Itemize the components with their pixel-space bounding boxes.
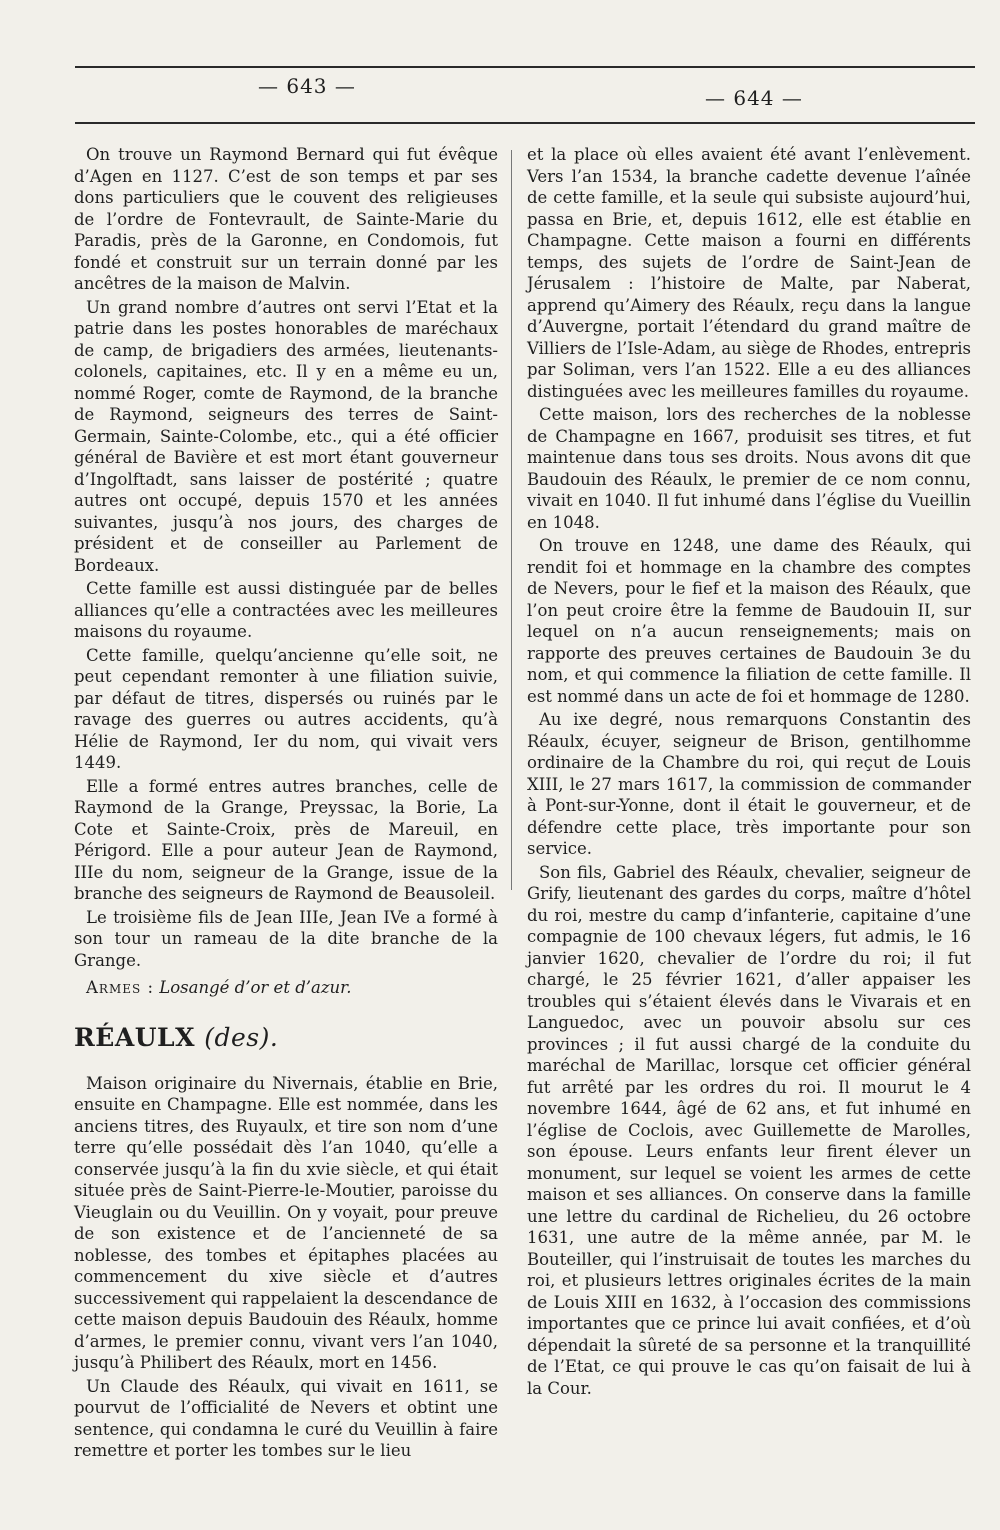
right-paragraph-4: Au ixe degré, nous remarquons Constantin des Réaulx, écuyer, seigneur de Brison, gentilhomme ordinaire de la Chambre du roi, qui reçut de Louis XIII, le 27 mars 1617, la commission de commander à Pont-sur-Yonne, dont il était le gouverneur, et de défendre cette place, très importante pour son service. (527, 710, 971, 858)
left-column (74, 144, 498, 1464)
arms-label: Armes : (86, 978, 155, 997)
right-paragraph-3: On trouve en 1248, une dame des Réaulx, qui rendit foi et hommage en la chambre des comptes de Nevers, pour le fief et la maison des Réaulx, que l’on peut croire être la femme de Baudouin II, sur lequel on n’a aucun renseignements; mais on rapporte des preuves certaines de Baudouin 3e du nom, et qui commence la filiation de cette famille. Il est nommé dans un acte de foi et hommage de 1280. (527, 536, 971, 706)
heading-particle: (des). (204, 1022, 279, 1052)
left-paragraph-4: Cette famille, quelqu’ancienne qu’elle soit, ne peut cependant remonter à une filiation suivie, par défaut de titres, dispersés ou ruinés par le ravage des guerres ou autres accidents, qu’à Hélie de Raymond, Ier du nom, qui vivait vers 1449. (74, 645, 498, 772)
arms-text: Losangé d’or et d’azur. (159, 978, 352, 997)
right-paragraph-5: Son fils, Gabriel des Réaulx, chevalier, seigneur de Grify, lieutenant des gardes du corps, maître d’hôtel du roi, mestre du camp d’infanterie, capitaine d’une compagnie de 100 chevaux légers, fut admis, le 16 janvier 1620, chevalier de l’ordre du roi; il fut chargé, le 25 février 1621, d’aller appaiser les troubles qui s’étaient élevés dans le Vivarais et en Languedoc, avec un pouvoir absolu sur ces provinces ; il fut aussi chargé de la conduite du maréchal de Marillac, lorsque cet officier général fut arrêté par les ordres du roi. Il mourut le 4 novembre 1644, âgé de 62 ans, et fut inhumé en l’église de Coclois, avec Guillemette de Marolles, son épouse. Leurs enfants leur firent élever un monument, sur lequel se voient les armes de cette maison et ses alliances. On conserve dans la famille une lettre du cardinal de Richelieu, du 26 octobre 1631, une autre de la même année, par M. le Bouteiller, qui l’instruisait de toutes les marches du roi, et plusieurs lettres originales écrites de la main de Louis XIII en 1632, à l’occasion des commissions importantes que ce prince lui avait confiées, et d’où dépendait la sûreté de sa personne et la tranquillité de l’Etat, ce qui prouve le cas qu’on faisait de lui à la Cour. (527, 862, 971, 1398)
page-number-left: — 643 — (258, 74, 356, 98)
left-paragraph-2: Un grand nombre d’autres ont servi l’Etat et la patrie dans les postes honorables de maréchaux de camp, de brigadiers des armées, lieutenants-colonels, capitaines, etc. Il y en a même eu un, nommé Roger, comte de Raymond, de la branche de Raymond, seigneurs des terres de Saint-Germain, Sainte-Colombe, etc., qui a été officier général de Bavière et est mort étant gouverneur d’Ingolftadt, sans laisser de postérité ; quatre autres ont occupé, depuis 1570 et les années suivantes, jusqu’à nos jours, des charges de président et de conseiller au Parlement de Bordeaux. (74, 297, 498, 575)
section-heading (74, 1023, 498, 1053)
left-paragraph-6: Le troisième fils de Jean IIIe, Jean IVe a formé à son tour un rameau de la dite branche de la Grange. (74, 907, 498, 970)
right-column (527, 144, 971, 1401)
top-rule (75, 66, 975, 68)
left-paragraph-5: Elle a formé entres autres branches, celle de Raymond de la Grange, Preyssac, la Borie, La Cote et Sainte-Croix, près de Mareuil, en Périgord. Elle a pour auteur Jean de Raymond, IIIe du nom, seigneur de la Grange, issue de la branche des seigneurs de Raymond de Beausoleil. (74, 776, 498, 903)
header-rule (75, 122, 975, 124)
right-paragraph-1: et la place où elles avaient été avant l’enlèvement. Vers l’an 1534, la branche cadette devenue l’aînée de cette famille, et la seule qui subsiste aujourd’hui, passa en Brie, et, depuis 1612, elle est établie en Champagne. Cette maison a fourni en différents temps, des sujets de l’ordre de Saint-Jean de Jérusalem : l’histoire de Malte, par Naberat, apprend qu’Aimery des Réaulx, reçu dans la langue d’Auvergne, portait l’étendard du grand maître de Villiers de l’Isle-Adam, au siège de Rhodes, entrepris par Soliman, vers l’an 1522. Elle a eu des alliances distinguées avec les meilleures familles du royaume. (527, 145, 971, 401)
arms-line (74, 977, 498, 999)
page-number-right: — 644 — (705, 86, 803, 110)
left-paragraph-7: Maison originaire du Nivernais, établie en Brie, ensuite en Champagne. Elle est nommée, dans les anciens titres, des Ruyaulx, et tire son nom d’une terre qu’elle possédait dès l’an 1040, qu’elle a conservée jusqu’à la fin du xvie siècle, et qui était située près de Saint-Pierre-le-Moutier, paroisse du Vieuglain ou du Veuillin. On y voyait, pour preuve de son existence et de l’ancienneté de sa noblesse, des tombes et épitaphes placées au commencement du xive siècle et d’autres successivement qui rappelaient la descendance de cette maison depuis Baudouin des Réaulx, homme d’armes, le premier connu, vivant vers l’an 1040, jusqu’à Philibert des Réaulx, mort en 1456. (74, 1073, 498, 1372)
left-paragraph-3: Cette famille est aussi distinguée par de belles alliances qu’elle a contractées avec les meilleures maisons du royaume. (74, 579, 498, 641)
heading-name: RÉAULX (74, 1022, 196, 1052)
left-paragraph-8: Un Claude des Réaulx, qui vivait en 1611, se pourvut de l’officialité de Nevers et obtint une sentence, qui condamna le curé du Veuillin à faire remettre et porter les tombes sur le lieu (74, 1376, 498, 1460)
left-paragraph-1: On trouve un Raymond Bernard qui fut évêque d’Agen en 1127. C’est de son temps et par ses dons particuliers que le couvent des religieuses de l’ordre de Fontevrault, de Sainte-Marie du Paradis, près de la Garonne, en Condomois, fut fondé et construit sur un terrain donné par les ancêtres de la maison de Malvin. (74, 145, 498, 293)
right-paragraph-2: Cette maison, lors des recherches de la noblesse de Champagne en 1667, produisit ses titres, et fut maintenue dans tous ses droits. Nous avons dit que Baudouin des Réaulx, le premier de ce nom connu, vivait en 1040. Il fut inhumé dans l’église du Vueillin en 1048. (527, 405, 971, 532)
column-divider (511, 150, 512, 890)
